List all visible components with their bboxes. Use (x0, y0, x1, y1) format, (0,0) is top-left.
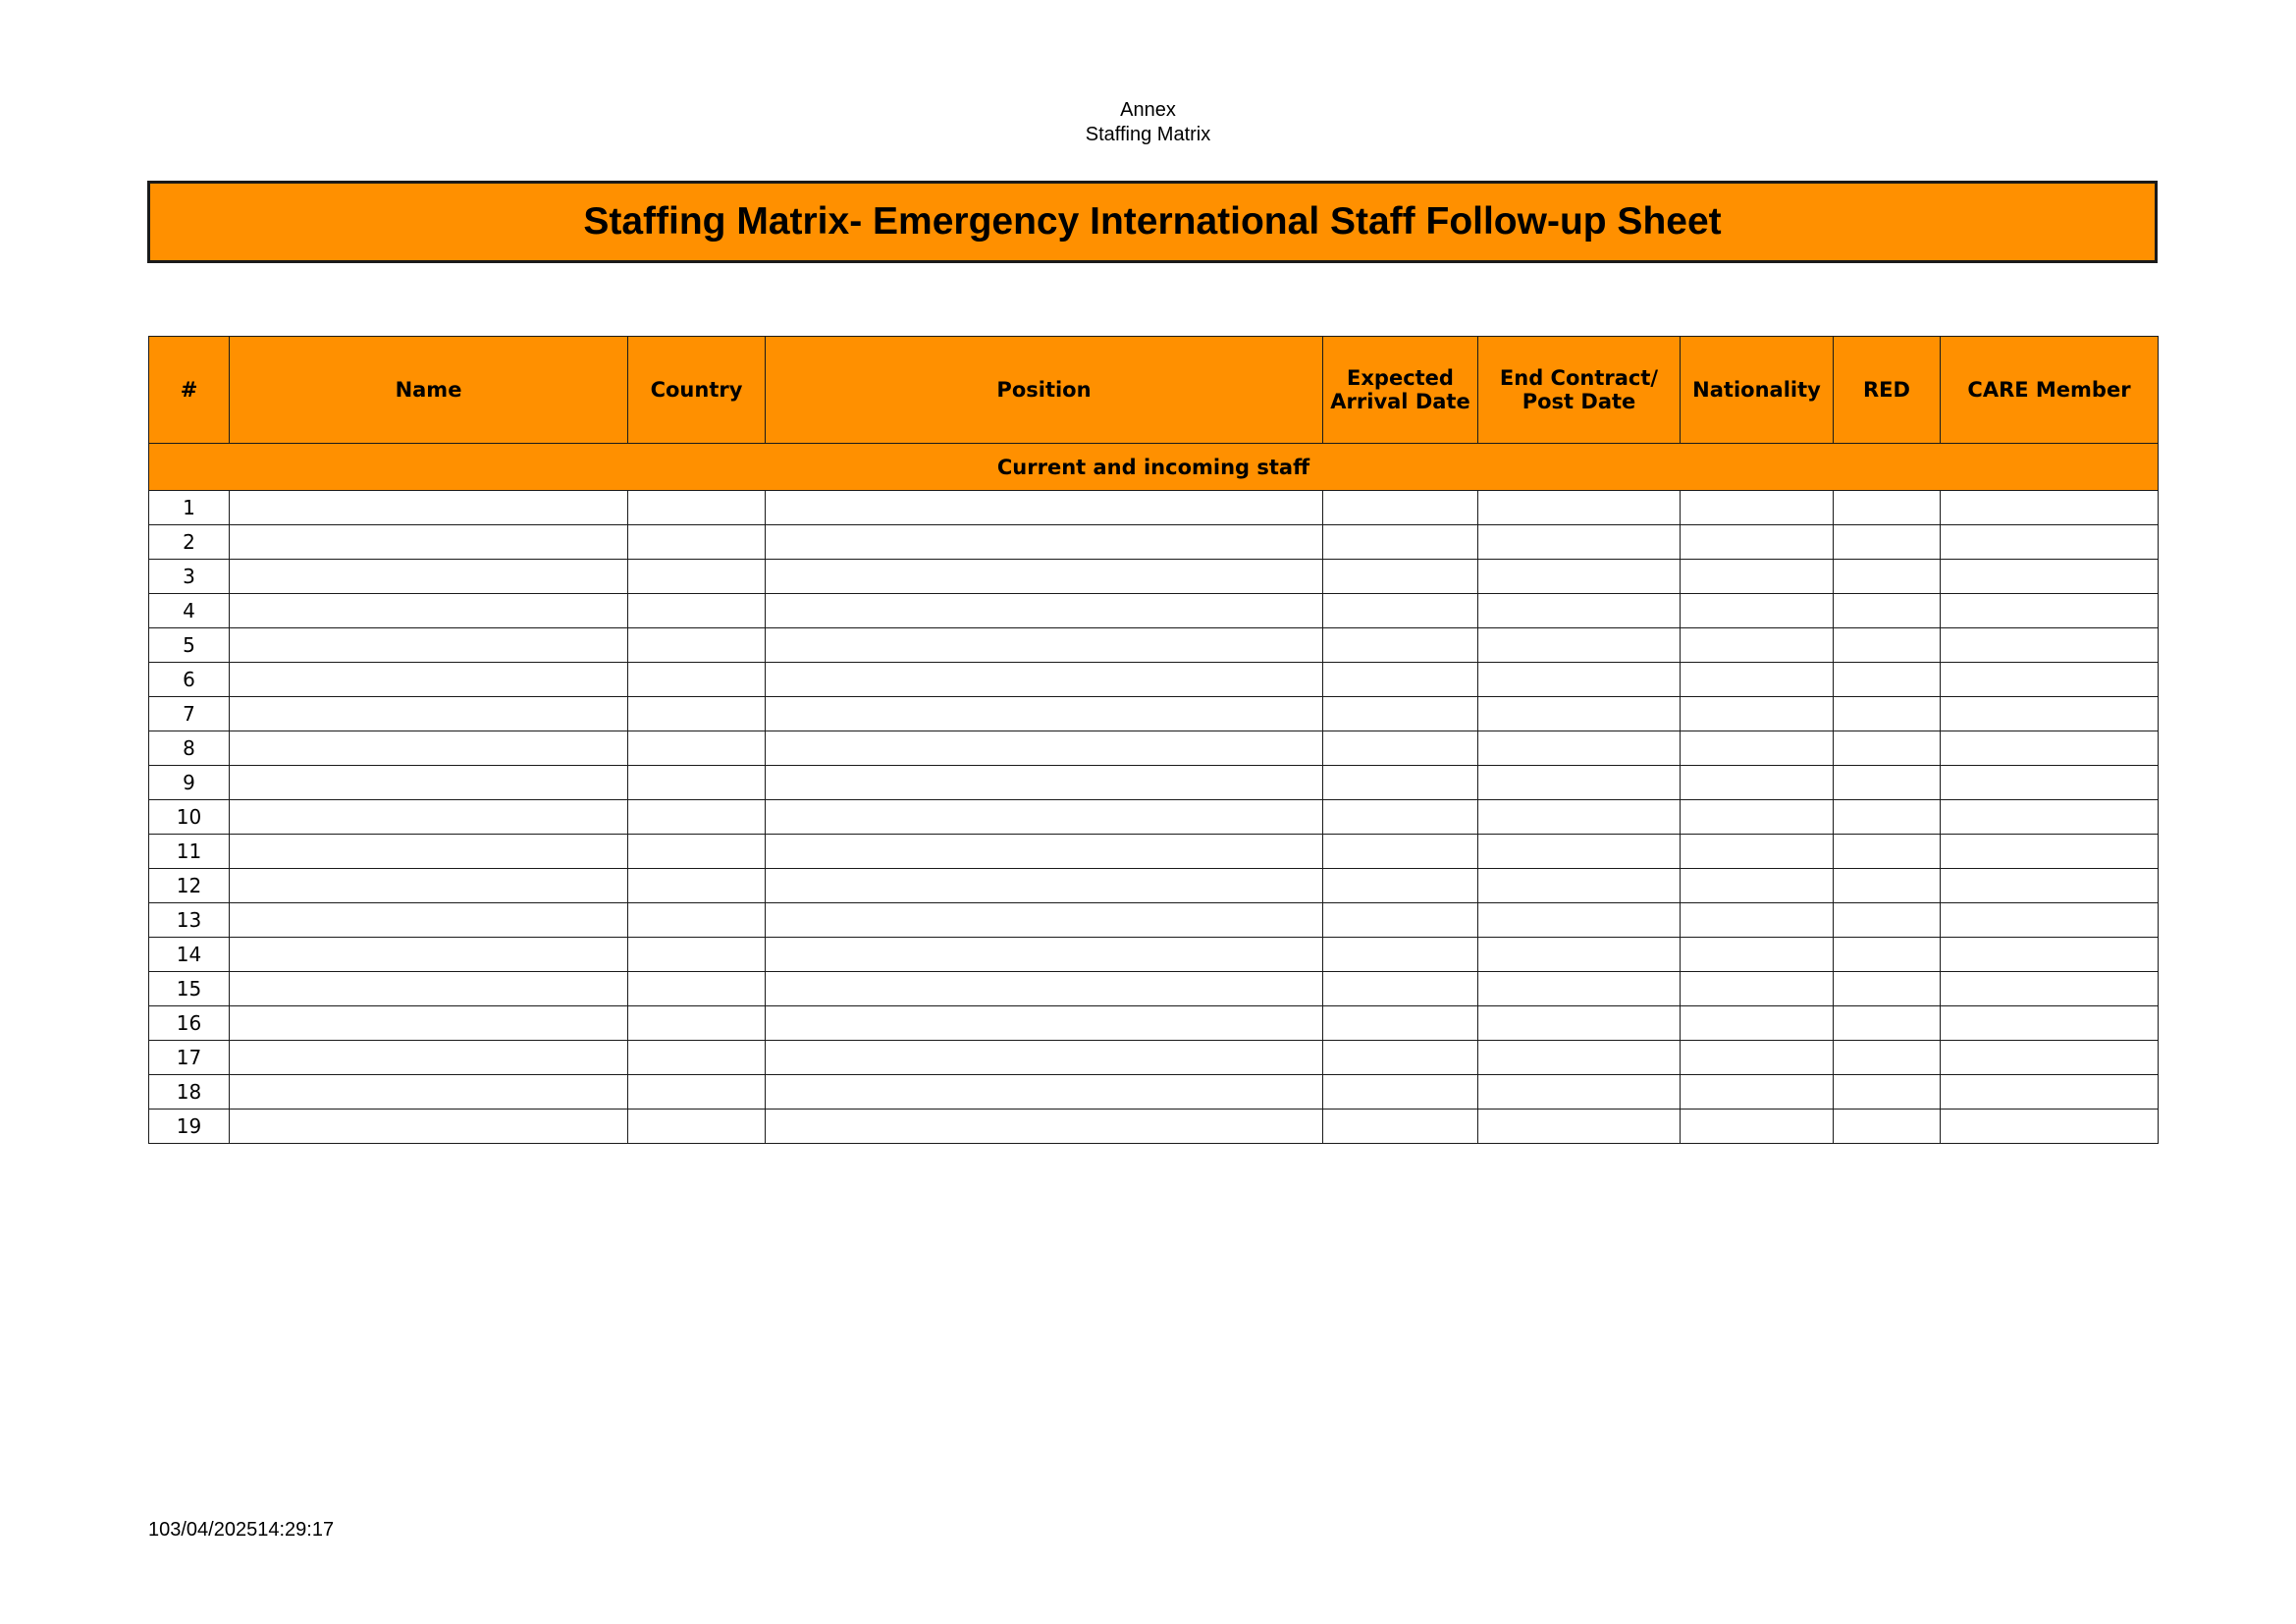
cell-end-contract-post-date[interactable] (1478, 972, 1681, 1006)
page-header (0, 98, 2296, 147)
cell-care-member[interactable] (1941, 903, 2159, 938)
cell-care-member[interactable] (1941, 697, 2159, 731)
cell-red[interactable] (1834, 869, 1941, 903)
row-number: 3 (149, 560, 230, 594)
cell-country[interactable] (628, 697, 766, 731)
cell-position[interactable] (766, 800, 1323, 835)
cell-end-contract-post-date[interactable] (1478, 1006, 1681, 1041)
table-row (149, 972, 2159, 1006)
cell-red[interactable] (1834, 766, 1941, 800)
row-number: 15 (149, 972, 230, 1006)
cell-care-member[interactable] (1941, 594, 2159, 628)
row-number: 8 (149, 731, 230, 766)
cell-end-contract-post-date[interactable] (1478, 1075, 1681, 1110)
cell-red[interactable] (1834, 972, 1941, 1006)
cell-expected-arrival-date[interactable] (1323, 1006, 1478, 1041)
cell-name[interactable] (230, 663, 628, 697)
cell-red[interactable] (1834, 1075, 1941, 1110)
row-number: 5 (149, 628, 230, 663)
column-header-care-member: CARE Member (1941, 337, 2159, 444)
cell-position[interactable] (766, 1006, 1323, 1041)
cell-name[interactable] (230, 972, 628, 1006)
cell-name[interactable] (230, 869, 628, 903)
cell-expected-arrival-date[interactable] (1323, 1041, 1478, 1075)
table-row (149, 1006, 2159, 1041)
table-row (149, 628, 2159, 663)
row-number: 17 (149, 1041, 230, 1075)
cell-name[interactable] (230, 491, 628, 525)
cell-country[interactable] (628, 800, 766, 835)
header-annex: Annex (1120, 99, 1176, 121)
cell-nationality[interactable] (1681, 869, 1834, 903)
cell-country[interactable] (628, 1110, 766, 1144)
cell-expected-arrival-date[interactable] (1323, 835, 1478, 869)
cell-red[interactable] (1834, 1041, 1941, 1075)
cell-country[interactable] (628, 766, 766, 800)
cell-nationality[interactable] (1681, 525, 1834, 560)
cell-nationality[interactable] (1681, 697, 1834, 731)
row-number: 11 (149, 835, 230, 869)
cell-end-contract-post-date[interactable] (1478, 697, 1681, 731)
cell-end-contract-post-date[interactable] (1478, 1041, 1681, 1075)
cell-country[interactable] (628, 1041, 766, 1075)
cell-name[interactable] (230, 938, 628, 972)
cell-red[interactable] (1834, 491, 1941, 525)
cell-nationality[interactable] (1681, 628, 1834, 663)
cell-expected-arrival-date[interactable] (1323, 800, 1478, 835)
cell-expected-arrival-date[interactable] (1323, 525, 1478, 560)
cell-expected-arrival-date[interactable] (1323, 731, 1478, 766)
cell-position[interactable] (766, 491, 1323, 525)
cell-name[interactable] (230, 628, 628, 663)
cell-red[interactable] (1834, 800, 1941, 835)
cell-end-contract-post-date[interactable] (1478, 731, 1681, 766)
cell-country[interactable] (628, 491, 766, 525)
row-number: 6 (149, 663, 230, 697)
staffing-table (148, 336, 2159, 1144)
cell-country[interactable] (628, 869, 766, 903)
cell-expected-arrival-date[interactable] (1323, 903, 1478, 938)
row-number: 14 (149, 938, 230, 972)
cell-country[interactable] (628, 1006, 766, 1041)
column-header-red: RED (1834, 337, 1941, 444)
cell-care-member[interactable] (1941, 731, 2159, 766)
cell-expected-arrival-date[interactable] (1323, 491, 1478, 525)
cell-red[interactable] (1834, 835, 1941, 869)
cell-expected-arrival-date[interactable] (1323, 1075, 1478, 1110)
table-row (149, 663, 2159, 697)
cell-country[interactable] (628, 628, 766, 663)
cell-position[interactable] (766, 628, 1323, 663)
cell-nationality[interactable] (1681, 1075, 1834, 1110)
cell-red[interactable] (1834, 697, 1941, 731)
cell-end-contract-post-date[interactable] (1478, 800, 1681, 835)
cell-end-contract-post-date[interactable] (1478, 663, 1681, 697)
cell-position[interactable] (766, 835, 1323, 869)
cell-position[interactable] (766, 731, 1323, 766)
cell-red[interactable] (1834, 938, 1941, 972)
cell-name[interactable] (230, 1110, 628, 1144)
cell-name[interactable] (230, 903, 628, 938)
table-row (149, 903, 2159, 938)
row-number: 4 (149, 594, 230, 628)
cell-care-member[interactable] (1941, 835, 2159, 869)
cell-position[interactable] (766, 560, 1323, 594)
cell-end-contract-post-date[interactable] (1478, 766, 1681, 800)
cell-red[interactable] (1834, 525, 1941, 560)
cell-country[interactable] (628, 594, 766, 628)
cell-red[interactable] (1834, 663, 1941, 697)
cell-care-member[interactable] (1941, 1006, 2159, 1041)
cell-end-contract-post-date[interactable] (1478, 491, 1681, 525)
cell-name[interactable] (230, 1041, 628, 1075)
table-row (149, 835, 2159, 869)
table-row (149, 869, 2159, 903)
row-number: 18 (149, 1075, 230, 1110)
cell-position[interactable] (766, 1041, 1323, 1075)
cell-country[interactable] (628, 972, 766, 1006)
column-header-name: Name (230, 337, 628, 444)
cell-expected-arrival-date[interactable] (1323, 972, 1478, 1006)
table-row (149, 800, 2159, 835)
cell-care-member[interactable] (1941, 869, 2159, 903)
row-number: 10 (149, 800, 230, 835)
cell-name[interactable] (230, 766, 628, 800)
cell-position[interactable] (766, 1110, 1323, 1144)
cell-expected-arrival-date[interactable] (1323, 594, 1478, 628)
table-row (149, 1110, 2159, 1144)
cell-name[interactable] (230, 594, 628, 628)
cell-name[interactable] (230, 697, 628, 731)
cell-position[interactable] (766, 903, 1323, 938)
cell-red[interactable] (1834, 560, 1941, 594)
cell-nationality[interactable] (1681, 1110, 1834, 1144)
cell-care-member[interactable] (1941, 1041, 2159, 1075)
cell-nationality[interactable] (1681, 1006, 1834, 1041)
table-header-row (149, 337, 2159, 444)
cell-expected-arrival-date[interactable] (1323, 560, 1478, 594)
footer-timestamp: 103/04/202514:29:17 (148, 1519, 335, 1541)
cell-nationality[interactable] (1681, 938, 1834, 972)
header-subtitle: Staffing Matrix (1085, 124, 1211, 145)
column-header-number: # (149, 337, 230, 444)
cell-care-member[interactable] (1941, 628, 2159, 663)
table-row (149, 525, 2159, 560)
cell-red[interactable] (1834, 1006, 1941, 1041)
cell-end-contract-post-date[interactable] (1478, 1110, 1681, 1144)
column-header-expected-arrival-date: Expected Arrival Date (1323, 337, 1478, 444)
cell-position[interactable] (766, 938, 1323, 972)
cell-name[interactable] (230, 1006, 628, 1041)
row-number: 2 (149, 525, 230, 560)
cell-country[interactable] (628, 903, 766, 938)
row-number: 9 (149, 766, 230, 800)
cell-expected-arrival-date[interactable] (1323, 663, 1478, 697)
cell-nationality[interactable] (1681, 663, 1834, 697)
cell-care-member[interactable] (1941, 938, 2159, 972)
cell-care-member[interactable] (1941, 491, 2159, 525)
cell-red[interactable] (1834, 731, 1941, 766)
cell-nationality[interactable] (1681, 972, 1834, 1006)
cell-care-member[interactable] (1941, 766, 2159, 800)
column-header-country: Country (628, 337, 766, 444)
cell-country[interactable] (628, 731, 766, 766)
section-label: Current and incoming staff (149, 444, 2159, 491)
cell-position[interactable] (766, 525, 1323, 560)
column-header-position: Position (766, 337, 1323, 444)
table-row (149, 938, 2159, 972)
cell-position[interactable] (766, 663, 1323, 697)
cell-end-contract-post-date[interactable] (1478, 835, 1681, 869)
cell-nationality[interactable] (1681, 800, 1834, 835)
cell-care-member[interactable] (1941, 663, 2159, 697)
cell-end-contract-post-date[interactable] (1478, 594, 1681, 628)
cell-position[interactable] (766, 869, 1323, 903)
cell-position[interactable] (766, 594, 1323, 628)
cell-nationality[interactable] (1681, 1041, 1834, 1075)
cell-country[interactable] (628, 1075, 766, 1110)
cell-care-member[interactable] (1941, 560, 2159, 594)
cell-position[interactable] (766, 1075, 1323, 1110)
table-row (149, 560, 2159, 594)
cell-expected-arrival-date[interactable] (1323, 697, 1478, 731)
cell-expected-arrival-date[interactable] (1323, 869, 1478, 903)
cell-nationality[interactable] (1681, 491, 1834, 525)
cell-care-member[interactable] (1941, 800, 2159, 835)
cell-name[interactable] (230, 835, 628, 869)
cell-nationality[interactable] (1681, 594, 1834, 628)
table-row (149, 731, 2159, 766)
column-header-end-contract-post-date: End Contract/ Post Date (1478, 337, 1681, 444)
cell-expected-arrival-date[interactable] (1323, 1110, 1478, 1144)
cell-country[interactable] (628, 835, 766, 869)
cell-position[interactable] (766, 972, 1323, 1006)
section-row (149, 444, 2159, 491)
cell-country[interactable] (628, 525, 766, 560)
cell-name[interactable] (230, 1075, 628, 1110)
table-row (149, 594, 2159, 628)
cell-name[interactable] (230, 731, 628, 766)
table-row (149, 766, 2159, 800)
row-number: 19 (149, 1110, 230, 1144)
row-number: 1 (149, 491, 230, 525)
cell-nationality[interactable] (1681, 731, 1834, 766)
cell-nationality[interactable] (1681, 903, 1834, 938)
cell-country[interactable] (628, 938, 766, 972)
table-row (149, 1041, 2159, 1075)
cell-name[interactable] (230, 525, 628, 560)
cell-end-contract-post-date[interactable] (1478, 938, 1681, 972)
cell-country[interactable] (628, 560, 766, 594)
cell-end-contract-post-date[interactable] (1478, 525, 1681, 560)
cell-care-member[interactable] (1941, 1110, 2159, 1144)
cell-red[interactable] (1834, 594, 1941, 628)
cell-position[interactable] (766, 766, 1323, 800)
column-header-nationality: Nationality (1681, 337, 1834, 444)
cell-care-member[interactable] (1941, 972, 2159, 1006)
cell-expected-arrival-date[interactable] (1323, 766, 1478, 800)
cell-end-contract-post-date[interactable] (1478, 560, 1681, 594)
cell-name[interactable] (230, 800, 628, 835)
cell-expected-arrival-date[interactable] (1323, 938, 1478, 972)
cell-nationality[interactable] (1681, 560, 1834, 594)
table-row (149, 1075, 2159, 1110)
cell-name[interactable] (230, 560, 628, 594)
cell-position[interactable] (766, 697, 1323, 731)
table-row (149, 491, 2159, 525)
row-number: 7 (149, 697, 230, 731)
row-number: 13 (149, 903, 230, 938)
table-row (149, 697, 2159, 731)
cell-nationality[interactable] (1681, 766, 1834, 800)
cell-end-contract-post-date[interactable] (1478, 869, 1681, 903)
cell-expected-arrival-date[interactable] (1323, 628, 1478, 663)
cell-red[interactable] (1834, 628, 1941, 663)
cell-care-member[interactable] (1941, 1075, 2159, 1110)
row-number: 16 (149, 1006, 230, 1041)
cell-end-contract-post-date[interactable] (1478, 628, 1681, 663)
cell-red[interactable] (1834, 903, 1941, 938)
cell-care-member[interactable] (1941, 525, 2159, 560)
sheet-title: Staffing Matrix- Emergency International Staff Follow-up Sheet (147, 181, 2158, 263)
row-number: 12 (149, 869, 230, 903)
cell-nationality[interactable] (1681, 835, 1834, 869)
cell-red[interactable] (1834, 1110, 1941, 1144)
cell-end-contract-post-date[interactable] (1478, 903, 1681, 938)
cell-country[interactable] (628, 663, 766, 697)
